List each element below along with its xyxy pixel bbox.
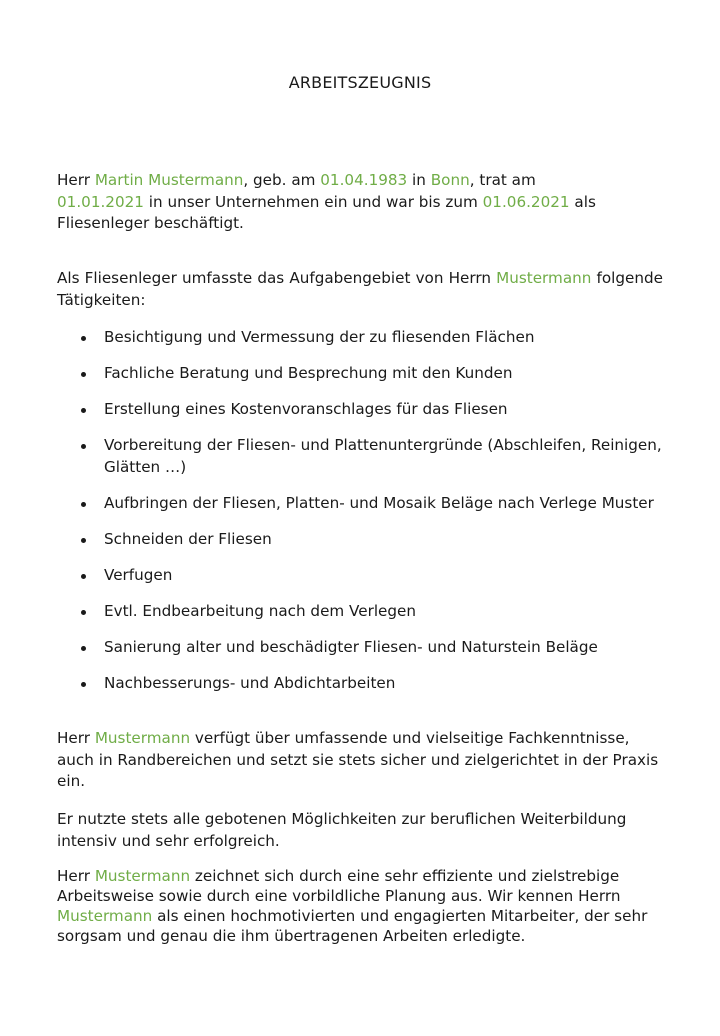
employee-surname: Mustermann xyxy=(94,867,191,885)
list-item xyxy=(57,529,663,551)
task-text: Schneiden der Fliesen xyxy=(104,529,272,548)
birth-date: 01.04.1983 xyxy=(320,171,408,189)
list-item xyxy=(57,637,663,659)
training-paragraph: Er nutzte stets alle gebotenen Möglichkeiten zur beruflichen Weiterbildung intensiv und sehr erfolgreich. xyxy=(57,810,627,850)
tasks-intro-paragraph xyxy=(57,268,663,311)
work-style-text: zeichnet sich durch eine sehr effiziente und zielstrebige Arbeitsweise sowie durch eine vorbildliche Planung aus. Wir kennen Herrn xyxy=(57,867,621,905)
task-text: Vorbereitung der Fliesen- und Plattenuntergründe (Abschleifen, Reinigen, Glätten …) xyxy=(104,436,662,476)
bullet-icon xyxy=(81,336,86,341)
list-item xyxy=(57,327,663,349)
intro-text: , geb. am xyxy=(243,171,321,189)
task-text: Aufbringen der Fliesen, Platten- und Mosaik Beläge nach Verlege Muster xyxy=(104,493,654,512)
employee-surname: Mustermann xyxy=(57,907,153,925)
list-item xyxy=(57,601,663,623)
bullet-icon xyxy=(81,574,86,579)
task-text: Sanierung alter und beschädigter Fliesen- und Naturstein Beläge xyxy=(104,637,598,656)
work-style-text: Herr xyxy=(57,867,95,885)
birth-place: Bonn xyxy=(430,171,470,189)
bullet-icon xyxy=(81,538,86,543)
intro-text: Herr xyxy=(57,171,95,189)
intro-text: als Fliesenleger beschäftigt. xyxy=(57,192,596,232)
task-text: Erstellung eines Kostenvoranschlages für das Fliesen xyxy=(104,400,508,418)
bullet-icon xyxy=(81,372,86,377)
knowledge-text: verfügt über umfassende und vielseitige Fachkenntnisse, auch in Randbereichen und setzt sie stets sicher und zielgerichtet in der Praxis ein. xyxy=(57,729,659,790)
intro-text: in unser Unternehmen ein und war bis zum xyxy=(143,192,483,211)
knowledge-text: Herr xyxy=(57,729,95,747)
employee-surname: Mustermann xyxy=(94,729,191,747)
task-text: Besichtigung und Vermessung der zu fliesenden Flächen xyxy=(104,328,535,346)
tasks-intro-text: Als Fliesenleger umfasste das Aufgabengebiet von Herrn xyxy=(57,269,497,287)
work-style-text: als einen hochmotivierten und engagierten Mitarbeiter, der sehr sorgsam und genau die ihm übertragenen Arbeiten erledigte. xyxy=(57,907,648,945)
task-text: Nachbesserungs- und Abdichtarbeiten xyxy=(104,673,396,692)
end-date: 01.06.2021 xyxy=(482,192,570,211)
work-style-paragraph xyxy=(57,866,663,946)
list-item xyxy=(57,673,663,695)
document-title: ARBEITSZEUGNIS xyxy=(288,73,432,92)
list-item xyxy=(57,435,663,478)
intro-text: , trat am xyxy=(469,171,536,189)
bullet-icon xyxy=(81,610,86,615)
list-item xyxy=(57,493,663,515)
list-item xyxy=(57,565,663,587)
bullet-icon xyxy=(81,646,86,651)
bullet-icon xyxy=(81,502,86,507)
list-item xyxy=(57,399,663,421)
knowledge-paragraph xyxy=(57,728,663,793)
intro-text: in xyxy=(407,171,431,189)
bullet-icon xyxy=(81,408,86,413)
employee-surname: Mustermann xyxy=(496,269,592,287)
task-text: Fachliche Beratung und Besprechung mit den Kunden xyxy=(104,364,513,382)
list-item xyxy=(57,363,663,385)
start-date: 01.01.2021 xyxy=(57,192,144,211)
task-list xyxy=(57,327,663,709)
bullet-icon xyxy=(81,444,86,449)
employee-name: Martin Mustermann xyxy=(94,171,244,189)
task-text: Verfugen xyxy=(104,565,173,584)
tasks-intro-text: folgende Tätigkeiten: xyxy=(57,269,663,309)
task-text: Evtl. Endbearbeitung nach dem Verlegen xyxy=(104,601,417,620)
intro-paragraph xyxy=(57,170,663,235)
bullet-icon xyxy=(81,682,86,687)
